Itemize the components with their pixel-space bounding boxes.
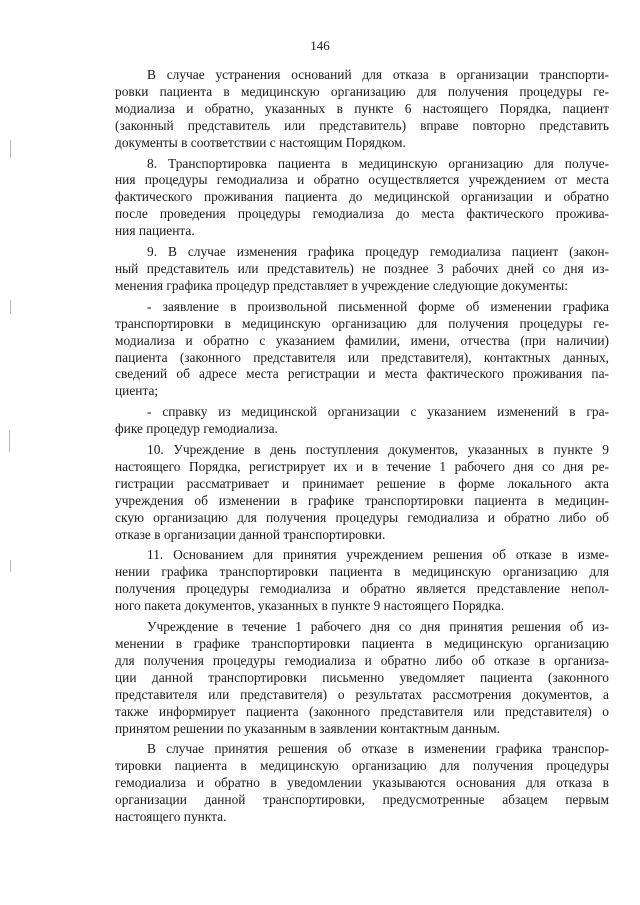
- text-line: Учреждение в течение 1 рабочего дня со дня принятия решения об из-: [147, 619, 609, 635]
- text-line: документы в соответствии с настоящим Порядком.: [115, 134, 406, 150]
- text-line: ния пациента.: [115, 223, 195, 239]
- text-line: ции данной транспортировки письменно уведомляет пациента (законного: [115, 669, 609, 685]
- text-line: менении в графике транспортировки пациента в медицинскую организацию: [115, 636, 609, 651]
- text-line: ния процедуры гемодиализа и обратно осуществляется учреждением от места: [115, 172, 609, 188]
- text-line: настоящего Порядка, регистрирует их и в течение 1 рабочего дня со дня ре-: [115, 458, 609, 474]
- text-line: 8. Транспортировка пациента в медицинскую организацию для получе-: [147, 155, 609, 171]
- text-line: для получения процедуры гемодиализа и обратно либо об отказе в организа-: [115, 652, 609, 668]
- text-line: транспортировки в медицинскую организацию для получения процедуры ге-: [115, 315, 609, 331]
- document-body: [115, 67, 609, 830]
- text-line: учреждения об изменении в графике транспортировки пациента в медицин-: [115, 492, 609, 508]
- text-line: получения процедуры гемодиализа и обратно является представление непол-: [115, 581, 609, 597]
- text-line: циента;: [115, 383, 159, 399]
- text-line: (законный представитель или представитель) вправе повторно представить: [115, 117, 609, 133]
- text-line: - справку из медицинской организации с указанием изменений в гра-: [147, 404, 609, 420]
- text-line: организации данной транспортировки, предусмотренные абзацем первым: [115, 792, 609, 808]
- text-line: принятом решении по указанным в заявлении контактным данным.: [115, 720, 500, 736]
- scan-margin-mark: [10, 560, 11, 572]
- text-line: отказе в организации данной транспортировки.: [115, 526, 386, 542]
- text-line: сведений об адресе места регистрации и места фактического проживания па-: [115, 366, 609, 382]
- text-line: ровки пациента в медицинскую организацию для получения процедуры ге-: [115, 83, 609, 99]
- text-line: после проведения процедуры гемодиализа до места фактического прожива-: [115, 206, 609, 222]
- paragraph-item-10: [115, 442, 609, 543]
- paragraph-item-9-dash-1: [115, 299, 609, 400]
- page-number: 146: [310, 38, 330, 53]
- scan-margin-mark: [10, 300, 11, 314]
- text-line: модиализа и обратно с указанием фамилии, имени, отчества (при наличии): [115, 332, 609, 348]
- paragraph-item-11-notice: [115, 619, 609, 737]
- text-line: фактического проживания пациента до медицинской организации и обратно: [115, 189, 609, 205]
- text-line: пациента (законного представителя или представителя), контактных данных,: [115, 349, 609, 365]
- text-line: скую организацию для получения процедуры гемодиализа и обратно либо об: [115, 509, 609, 525]
- paragraph-refusal-reapply: [115, 67, 609, 152]
- text-line: гистрации рассматривает и принимает решение в форме локального акта: [115, 475, 609, 491]
- text-line: 9. В случае изменения графика процедур гемодиализа пациент (закон-: [147, 244, 609, 260]
- text-line: 10. Учреждение в день поступления документов, указанных в пункте 9: [147, 442, 609, 458]
- text-line: - заявление в произвольной письменной форме об изменении графика: [147, 298, 609, 314]
- text-line: тировки пациента в медицинскую организацию для получения процедуры: [115, 758, 609, 774]
- text-line: В случае устранения оснований для отказа в организации транспорти-: [147, 67, 609, 82]
- text-line: представителя или представителя) о результатах рассмотрения документов, а: [115, 686, 609, 702]
- text-line: также информирует пациента (законного представителя или представителя) о: [115, 703, 609, 719]
- paragraph-item-11-refusal: [115, 741, 609, 826]
- text-line: фике процедур гемодиализа.: [115, 421, 278, 437]
- scan-margin-mark: [9, 430, 10, 452]
- scan-margin-mark: [10, 140, 11, 158]
- text-line: 11. Основанием для принятия учреждением решения об отказе в изме-: [147, 547, 609, 563]
- text-line: гемодиализа и обратно в уведомлении указываются основания для отказа в: [115, 775, 609, 791]
- text-line: настоящего пункта.: [115, 809, 227, 825]
- paragraph-item-8: [115, 156, 609, 241]
- paragraph-item-11: [115, 547, 609, 615]
- text-line: менения графика процедур представляет в учреждение следующие документы:: [115, 277, 568, 293]
- text-line: нении графика транспортировки пациента в медицинскую организацию для: [115, 564, 609, 580]
- text-line: ного пакета документов, указанных в пункте 9 настоящего Порядка.: [115, 598, 505, 614]
- paragraph-item-9: [115, 244, 609, 295]
- text-line: модиализа и обратно, указанных в пункте 6 настоящего Порядка, пациент: [115, 100, 609, 116]
- paragraph-item-9-dash-2: [115, 404, 609, 438]
- text-line: ный представитель или представитель) не позднее 3 рабочих дней со дня из-: [115, 260, 609, 276]
- text-line: В случае принятия решения об отказе в изменении графика транспор-: [147, 741, 609, 757]
